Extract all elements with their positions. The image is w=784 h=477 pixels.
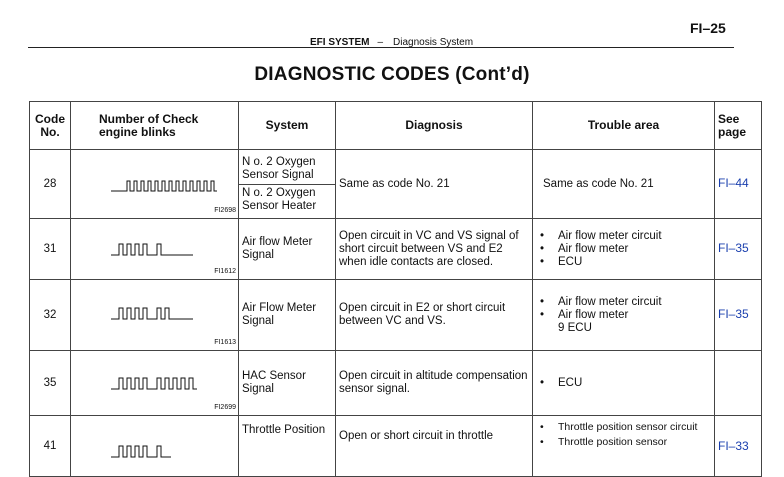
trouble-item: • Throttle position sensor circuit xyxy=(536,420,711,435)
blink-cell xyxy=(71,219,239,280)
diagnosis-cell: Open circuit in altitude compensation sensor signal. xyxy=(336,351,533,416)
blink-cell xyxy=(71,416,239,477)
trouble-cell xyxy=(533,351,715,416)
col-diagnosis: Diagnosis xyxy=(336,102,533,150)
trouble-cell xyxy=(533,416,715,477)
trouble-item: • Throttle position sensor xyxy=(536,435,711,450)
code-cell: 28 xyxy=(30,150,71,219)
code-cell: 41 xyxy=(30,416,71,477)
trouble-item: • ECU xyxy=(536,256,711,269)
col-page: See page xyxy=(715,102,762,150)
blink-cell xyxy=(71,150,239,219)
col-trouble: Trouble area xyxy=(533,102,715,150)
section-title: EFI SYSTEM xyxy=(310,37,370,48)
page-link[interactable] xyxy=(715,351,762,416)
page-link[interactable] xyxy=(715,416,762,477)
page-link[interactable] xyxy=(715,150,762,219)
diagnostic-codes-table xyxy=(29,101,762,477)
trouble-item: 9 ECU xyxy=(558,321,592,334)
figure-tag: FI1612 xyxy=(214,268,236,275)
blink-pattern-icon xyxy=(111,150,221,218)
page-link-text[interactable]: FI–35 xyxy=(718,307,749,321)
diagnosis-cell: Open or short circuit in throttle xyxy=(336,416,533,477)
code-cell: 32 xyxy=(30,280,71,351)
trouble-item: • ECU xyxy=(536,377,711,390)
page-link-text[interactable]: FI–44 xyxy=(718,176,749,190)
figure-tag: FI2699 xyxy=(214,404,236,411)
table-row xyxy=(30,416,762,477)
system-cell xyxy=(239,150,336,219)
trouble-item: • Air flow meter circuit xyxy=(536,230,711,243)
code-cell: 35 xyxy=(30,351,71,416)
section-separator: – xyxy=(377,37,384,48)
page-link[interactable] xyxy=(715,219,762,280)
subsection-title: Diagnosis System xyxy=(393,37,474,48)
trouble-cell: Same as code No. 21 xyxy=(533,150,715,219)
header-rule xyxy=(28,47,734,48)
blink-pattern-icon xyxy=(111,280,221,350)
trouble-item: • Air flow meter xyxy=(536,309,711,322)
table-row xyxy=(30,219,762,280)
system-cell: Air Flow Meter Signal xyxy=(239,280,336,351)
blink-pattern-icon xyxy=(111,416,221,476)
system-bottom: N o. 2 Oxygen Sensor Heater xyxy=(242,186,317,212)
code-cell: 31 xyxy=(30,219,71,280)
page-link-text[interactable]: FI–33 xyxy=(718,439,749,453)
col-blinks: Number of Check engine blinks xyxy=(71,102,239,150)
col-system: System xyxy=(239,102,336,150)
trouble-item: • Air flow meter circuit xyxy=(536,296,711,309)
figure-tag: FI1613 xyxy=(214,339,236,346)
system-cell: Air flow Meter Signal xyxy=(239,219,336,280)
system-cell: Throttle Position xyxy=(239,416,336,477)
figure-tag: FI2698 xyxy=(214,207,236,214)
diagnosis-cell: Same as code No. 21 xyxy=(336,150,533,219)
blink-cell xyxy=(71,351,239,416)
blink-cell xyxy=(71,280,239,351)
page-link-text[interactable]: FI–35 xyxy=(718,241,749,255)
table-row xyxy=(30,280,762,351)
blink-pattern-icon xyxy=(111,351,221,415)
col-code: Code No. xyxy=(30,102,71,150)
blink-pattern-icon xyxy=(111,219,221,279)
table-row xyxy=(30,150,762,219)
page-title: DIAGNOSTIC CODES (Cont’d) xyxy=(254,64,530,85)
table-row xyxy=(30,351,762,416)
page-link[interactable] xyxy=(715,280,762,351)
trouble-item: • Air flow meter xyxy=(536,243,711,256)
system-top: N o. 2 Oxygen Sensor Signal xyxy=(239,154,335,185)
page-number: FI–25 xyxy=(690,20,726,36)
table-header-row xyxy=(30,102,762,150)
trouble-cell xyxy=(533,219,715,280)
diagnosis-cell: Open circuit in VC and VS signal of short circuit between VS and E2 when idle contacts are closed. xyxy=(336,219,533,280)
diagnosis-cell: Open circuit in E2 or short circuit between VC and VS. xyxy=(336,280,533,351)
system-cell: HAC Sensor Signal xyxy=(239,351,336,416)
trouble-cell xyxy=(533,280,715,351)
